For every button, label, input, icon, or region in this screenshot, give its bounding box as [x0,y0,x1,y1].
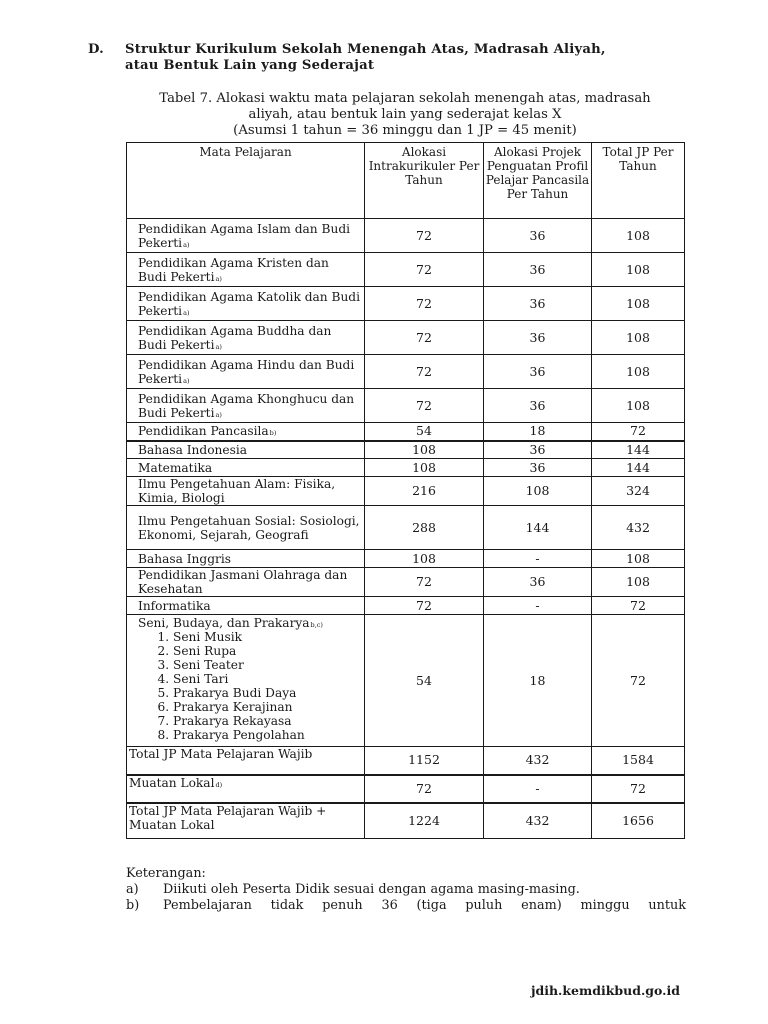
subject-cell [127,441,365,459]
value-intrakurikuler: 72 [365,568,484,597]
value-total: 72 [592,423,685,441]
value-projek: 36 [484,321,592,355]
table-row [127,597,685,615]
subject-cell [127,355,365,389]
value-total: 432 [592,506,685,550]
subject-name: Pendidikan Agama Kristen dan Budi Pekerti [138,255,329,284]
table-row [127,355,685,389]
value-total: 108 [592,287,685,321]
notes [126,866,686,914]
value-intrakurikuler: 72 [365,389,484,423]
subject-name: Bahasa Indonesia [138,442,248,457]
subject-name: Pendidikan Jasmani Olahraga dan Kesehatan [138,568,348,596]
allocation-table [126,142,685,839]
value-total: 108 [592,321,685,355]
table-row-total-all [127,803,685,839]
value-total: 144 [592,441,685,459]
subject-cell [127,615,365,747]
value-intrakurikuler: 72 [365,321,484,355]
value-projek: 36 [484,441,592,459]
subject-cell [127,287,365,321]
value-total: 324 [592,477,685,506]
note-marker: b) [126,898,140,913]
value-projek: 18 [484,615,592,747]
table-row [127,441,685,459]
value-projek: 36 [484,568,592,597]
header-projek: Alokasi Projek Penguatan Profil Pelajar Pancasila Per Tahun [484,143,592,219]
table-row [127,253,685,287]
notes-heading: Keterangan: [126,866,206,881]
value-total: 144 [592,459,685,477]
value-intrakurikuler: 1152 [365,747,484,775]
header-intrakurikuler: Alokasi Intrakurikuler Per Tahun [365,143,484,219]
subject-name: Pendidikan Pancasila [138,424,269,439]
value-intrakurikuler: 72 [365,597,484,615]
caption-line-1: Tabel 7. Alokasi waktu mata pelajaran sekolah menengah atas, madrasah [159,91,651,106]
footnote-marker: a) [183,376,190,385]
subject-cell [127,253,365,287]
list-item: 4. Seni Tari [173,672,360,686]
value-intrakurikuler: 108 [365,441,484,459]
footnote-marker: a) [215,342,222,351]
footnote-marker: a) [183,308,190,317]
subject-name: Ilmu Pengetahuan Sosial: Sosiologi, Ekonomi, Sejarah, Geografi [138,513,360,542]
value-intrakurikuler: 72 [365,775,484,803]
list-item: 8. Prakarya Pengolahan [173,728,360,742]
value-projek: 36 [484,459,592,477]
total-label-cell [127,775,365,803]
note-item-b [126,898,686,914]
value-projek: 432 [484,803,592,839]
section-title-line-2: atau Bentuk Lain yang Sederajat [125,58,375,73]
subject-name: Pendidikan Agama Islam dan Budi Pekerti [138,221,351,250]
value-projek: 36 [484,389,592,423]
value-total: 108 [592,355,685,389]
table-caption [120,91,690,139]
table-row [127,477,685,506]
value-total: 108 [592,389,685,423]
table-row-muatan-lokal [127,775,685,803]
table-row [127,219,685,253]
value-intrakurikuler: 288 [365,506,484,550]
value-total: 1584 [592,747,685,775]
note-item-a [126,882,686,898]
caption-line-2: aliyah, atau bentuk lain yang sederajat kelas X [248,107,562,122]
footer-site: jdih.kemdikbud.go.id [530,983,680,998]
subject-name: Pendidikan Agama Katolik dan Budi Pekerti [138,289,361,318]
table-row [127,321,685,355]
footnote-marker: a) [215,274,222,283]
value-intrakurikuler: 72 [365,253,484,287]
subject-name: Pendidikan Agama Khonghucu dan Budi Pekerti [138,391,355,420]
value-total: 72 [592,775,685,803]
header-mata-pelajaran: Mata Pelajaran [127,143,365,219]
subject-cell [127,568,365,597]
value-projek: 36 [484,219,592,253]
list-item: 2. Seni Rupa [173,644,360,658]
value-intrakurikuler: 54 [365,615,484,747]
caption-line-3: (Asumsi 1 tahun = 36 minggu dan 1 JP = 45 menit) [233,123,577,138]
list-item: 3. Seni Teater [173,658,360,672]
subject-name: Pendidikan Agama Hindu dan Budi Pekerti [138,357,355,386]
note-text: Diikuti oleh Peserta Didik sesuai dengan agama masing-masing. [163,882,580,897]
value-projek: 36 [484,253,592,287]
table-row-seni [127,615,685,747]
subject-cell [127,550,365,568]
seni-list [138,630,360,742]
value-total: 72 [592,597,685,615]
list-item: 6. Prakarya Kerajinan [173,700,360,714]
value-projek: 144 [484,506,592,550]
value-projek: 36 [484,355,592,389]
value-total: 108 [592,219,685,253]
value-intrakurikuler: 72 [365,219,484,253]
value-projek: 432 [484,747,592,775]
value-projek: - [484,597,592,615]
value-intrakurikuler: 72 [365,287,484,321]
subject-cell [127,459,365,477]
subject-name: Informatika [138,598,211,613]
value-total: 1656 [592,803,685,839]
subject-cell [127,597,365,615]
footnote-marker: b,c) [310,621,323,629]
note-text: Pembelajaran tidak penuh 36 (tiga puluh enam) minggu untuk [163,898,686,913]
value-intrakurikuler: 72 [365,355,484,389]
footnote-marker: a) [183,240,190,249]
table-row [127,550,685,568]
table-row [127,389,685,423]
subject-name: Matematika [138,460,213,475]
table-row [127,423,685,441]
subject-name: Pendidikan Agama Buddha dan Budi Pekerti [138,323,332,352]
footnote-marker: d) [215,780,223,789]
subject-cell [127,506,365,550]
table-row [127,568,685,597]
table-header-row [127,143,685,219]
subject-name: Ilmu Pengetahuan Alam: Fisika, Kimia, Biologi [138,477,336,505]
subject-name: Seni, Budaya, dan Prakarya [138,616,310,630]
list-item: 1. Seni Musik [173,630,360,644]
subject-cell [127,321,365,355]
value-intrakurikuler: 1224 [365,803,484,839]
subject-cell [127,477,365,506]
section-letter: D. [88,42,104,57]
value-projek: 108 [484,477,592,506]
value-projek: 36 [484,287,592,321]
subject-cell [127,219,365,253]
section-title-line-1: Struktur Kurikulum Sekolah Menengah Atas, Madrasah Aliyah, [125,42,606,57]
value-projek: - [484,550,592,568]
value-total: 108 [592,550,685,568]
value-intrakurikuler: 216 [365,477,484,506]
table-row-total-wajib [127,747,685,775]
value-total: 72 [592,615,685,747]
total-label: Muatan Lokal [129,775,215,790]
subject-name: Bahasa Inggris [138,551,231,566]
table-row [127,459,685,477]
value-intrakurikuler: 54 [365,423,484,441]
value-total: 108 [592,253,685,287]
total-label-cell [127,747,365,775]
subject-cell [127,423,365,441]
table-row [127,287,685,321]
section-title [125,42,685,74]
table-body [127,219,685,839]
total-label: Total JP Mata Pelajaran Wajib [129,747,313,761]
header-total-jp: Total JP Per Tahun [592,143,685,219]
value-intrakurikuler: 108 [365,459,484,477]
subject-cell [127,389,365,423]
value-projek: - [484,775,592,803]
footnote-marker: a) [215,410,222,419]
total-label-cell [127,803,365,839]
note-marker: a) [126,882,139,897]
list-item: 5. Prakarya Budi Daya [173,686,360,700]
total-label: Total JP Mata Pelajaran Wajib + Muatan Lokal [129,803,327,832]
value-projek: 18 [484,423,592,441]
footnote-marker: b) [269,429,277,438]
list-item: 7. Prakarya Rekayasa [173,714,360,728]
value-total: 108 [592,568,685,597]
table-row [127,506,685,550]
value-intrakurikuler: 108 [365,550,484,568]
